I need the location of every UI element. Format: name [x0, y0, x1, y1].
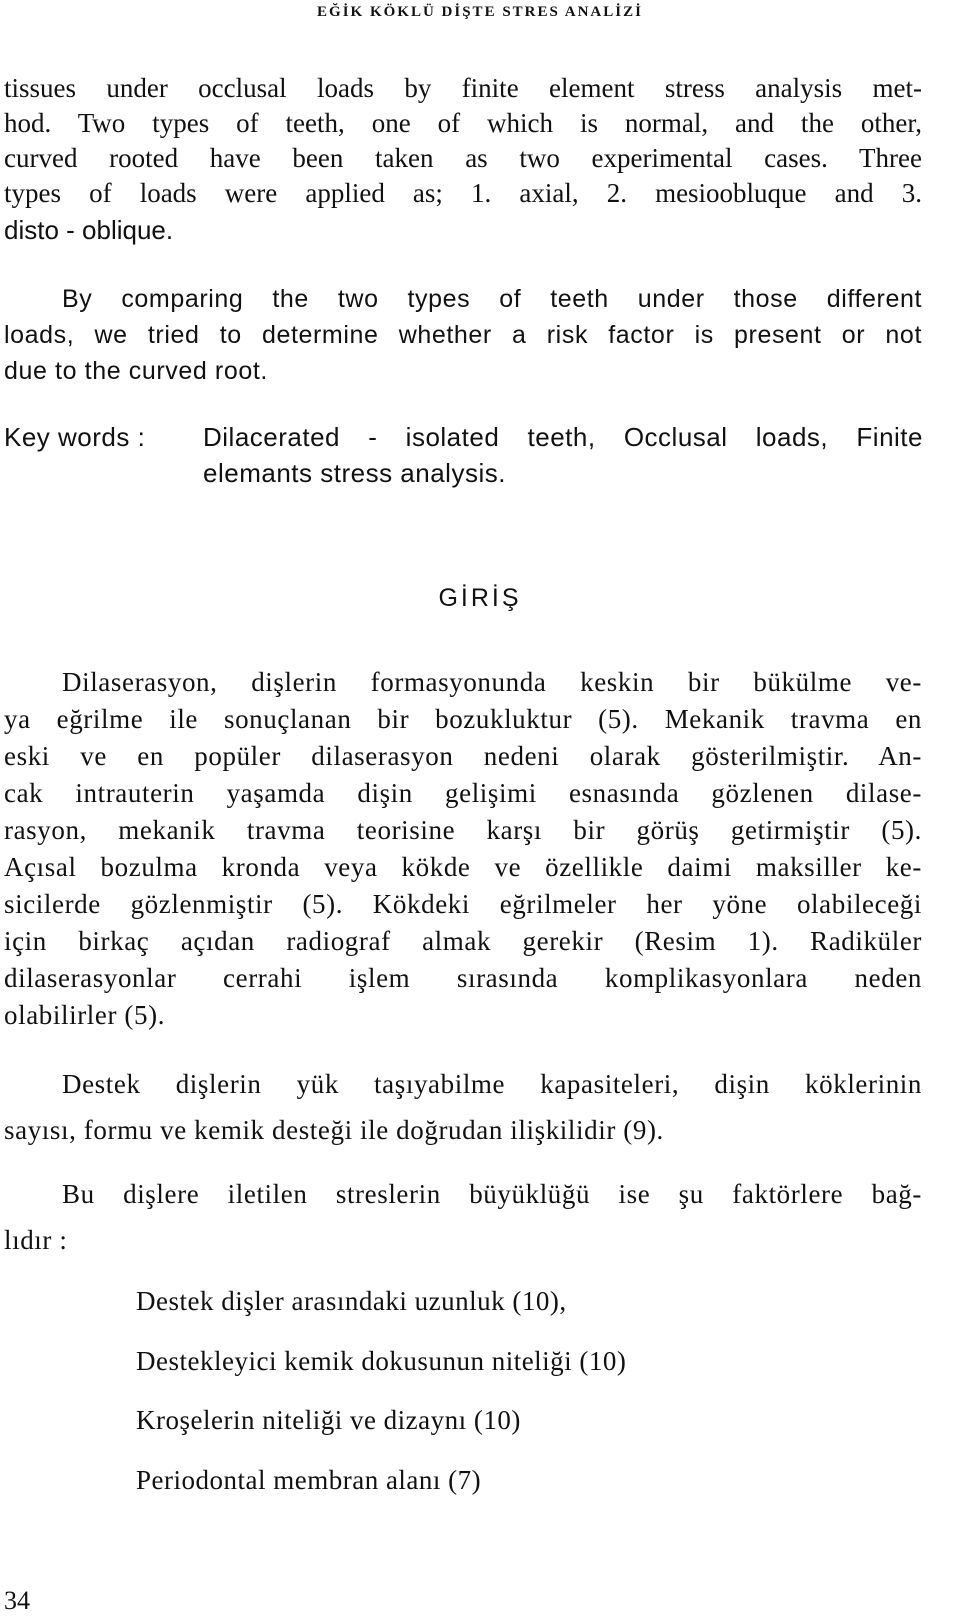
text-line: ya eğrilme ile sonuçlanan bir bozukluktur (5). Mekanik travma en: [4, 704, 922, 734]
list-item: Destekleyici kemik dokusunun niteliği (10): [136, 1346, 627, 1376]
text-line: hod. Two types of teeth, one of which is normal, and the other,: [4, 108, 922, 138]
list-item: Destek dişler arasındaki uzunluk (10),: [136, 1286, 567, 1316]
list-item: Kroşelerin niteliği ve dizaynı (10): [136, 1405, 521, 1435]
text-line: tissues under occlusal loads by finite element stress analysis met-: [4, 73, 922, 103]
text-line: By comparing the two types of teeth under those different: [62, 285, 922, 313]
text-line: Açısal bozulma kronda veya kökde ve özellikle daimi maksiller ke-: [4, 852, 922, 882]
text-line: rasyon, mekanik travma teorisine karşı bir görüş getirmiştir (5).: [4, 815, 922, 845]
text-line: Destek dişlerin yük taşıyabilme kapasiteleri, dişin köklerinin: [62, 1069, 922, 1099]
running-header: EĞİK KÖKLÜ DİŞTE STRES ANALİZİ: [317, 4, 643, 20]
text-line: curved rooted have been taken as two experimental cases. Three: [4, 143, 922, 173]
text-line: disto - oblique.: [4, 215, 174, 245]
text-line: Bu dişlere iletilen streslerin büyüklüğü ise şu faktörlere bağ-: [62, 1179, 922, 1209]
text-line: sicilerde gözlenmiştir (5). Kökdeki eğrilmeler her yöne olabileceği: [4, 889, 922, 919]
text-line: due to the curved root.: [4, 357, 268, 385]
text-line: cak intrauterin yaşamda dişin gelişimi esnasında gözlenen dilase-: [4, 778, 922, 808]
text-line: olabilirler (5).: [4, 1000, 166, 1030]
text-line: eski ve en popüler dilaserasyon nedeni olarak gösterilmiştir. An-: [4, 741, 922, 771]
keywords-line-1: Dilacerated - isolated teeth, Occlusal loads, Finite: [203, 422, 923, 452]
page-number: 34: [4, 1586, 30, 1615]
keywords-line-2: elemants stress analysis.: [203, 458, 506, 488]
text-line: için birkaç açıdan radiograf almak gerekir (Resim 1). Radiküler: [4, 926, 922, 956]
list-item: Periodontal membran alanı (7): [136, 1465, 482, 1495]
text-line: types of loads were applied as; 1. axial, 2. mesioobluque and 3.: [4, 178, 922, 208]
text-line: dilaserasyonlar cerrahi işlem sırasında komplikasyonlara neden: [4, 963, 922, 993]
text-line: sayısı, formu ve kemik desteği ile doğrudan ilişkilidir (9).: [4, 1115, 664, 1145]
text-line: lıdır :: [4, 1225, 68, 1255]
text-line: loads, we tried to determine whether a risk factor is present or not: [4, 321, 922, 349]
text-line: Dilaserasyon, dişlerin formasyonunda keskin bir bükülme ve-: [62, 667, 922, 697]
section-heading: GİRİŞ: [438, 584, 522, 612]
keywords-label: Key words :: [4, 422, 146, 452]
